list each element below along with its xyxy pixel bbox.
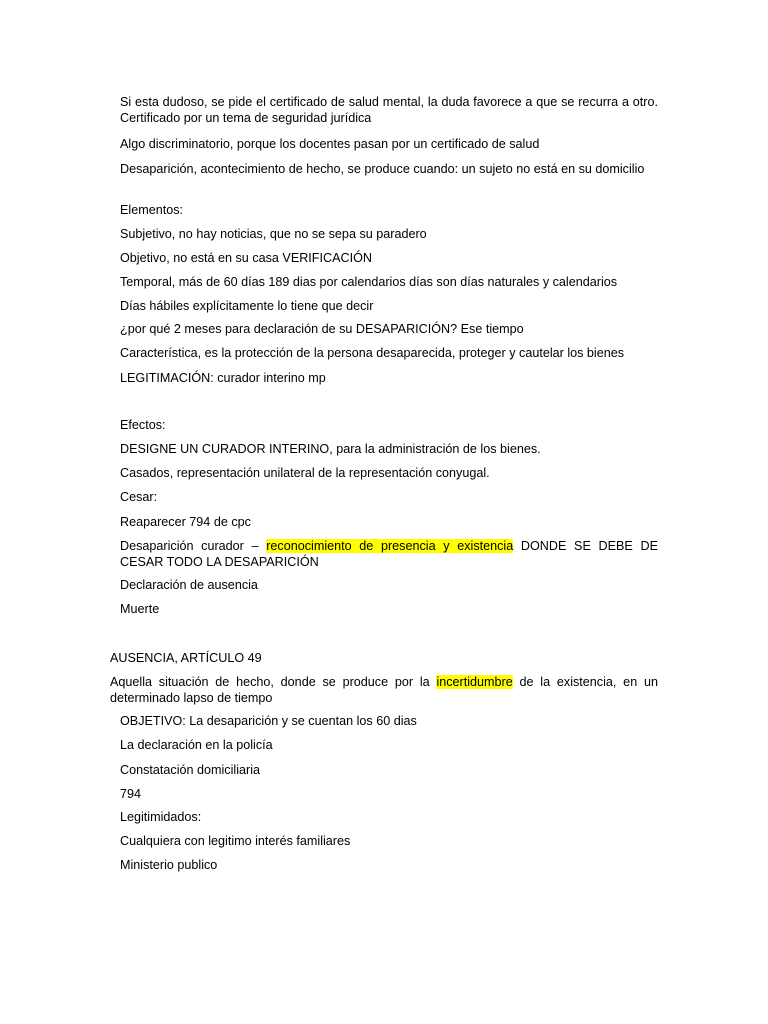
paragraph-ausencia-definicion (110, 674, 658, 706)
text-segment: Desaparición curador – (120, 539, 267, 553)
text-segment: Aquella situación de hecho, donde se produce por la (110, 675, 437, 689)
paragraph-por-que-2-meses: ¿por qué 2 meses para declaración de su DESAPARICIÓN? Ese tiempo (120, 322, 524, 336)
paragraph-elementos: Elementos: (120, 203, 183, 217)
paragraph-794: 794 (120, 787, 142, 801)
highlighted-text: incertidumbre (436, 675, 513, 689)
paragraph-objetivo: Objetivo, no está en su casa VERIFICACIÓN (120, 251, 372, 265)
paragraph-constatacion: Constatación domiciliaria (120, 763, 260, 777)
text-segment: DONDE SE DEBE DE CESAR TODO LA DESAPARICIÓN (120, 539, 658, 569)
paragraph-muerte: Muerte (120, 602, 160, 616)
paragraph-legitimidados: Legitimidados: (120, 810, 202, 824)
paragraph-reaparecer: Reaparecer 794 de cpc (120, 515, 251, 529)
paragraph-cualquiera: Cualquiera con legitimo interés familiares (120, 834, 351, 848)
paragraph-declaracion-policia: La declaración en la policía (120, 738, 273, 752)
paragraph-certificado-salud-mental: Si esta dudoso, se pide el certificado de salud mental, la duda favorece a que se recurra a otro. Certificado por un tema de seguridad jurídica (120, 95, 658, 125)
highlighted-text: reconocimiento de presencia y existencia (266, 539, 514, 553)
paragraph-desaparicion-curador (120, 538, 658, 570)
paragraph-designe-curador: DESIGNE UN CURADOR INTERINO, para la administración de los bienes. (120, 442, 541, 456)
section-heading-ausencia: AUSENCIA, ARTÍCULO 49 (110, 651, 262, 665)
paragraph-declaracion-ausencia: Declaración de ausencia (120, 578, 258, 592)
paragraph-legitimacion: LEGITIMACIÓN: curador interino mp (120, 371, 326, 385)
paragraph-temporal: Temporal, más de 60 días 189 dias por calendarios días son días naturales y calendarios (120, 275, 618, 289)
paragraph-efectos: Efectos: (120, 418, 166, 432)
paragraph-objetivo-ausencia: OBJETIVO: La desaparición y se cuentan los 60 dias (120, 714, 417, 728)
paragraph-desaparicion-definicion: Desaparición, acontecimiento de hecho, se produce cuando: un sujeto no está en su domicilio (120, 162, 645, 176)
paragraph-ministerio-publico: Ministerio publico (120, 858, 218, 872)
paragraph-subjetivo: Subjetivo, no hay noticias, que no se sepa su paradero (120, 227, 427, 241)
paragraph-cesar: Cesar: (120, 490, 158, 504)
text-segment: de la existencia, en un determinado lapso de tiempo (110, 675, 658, 705)
paragraph-casados: Casados, representación unilateral de la representación conyugal. (120, 466, 490, 480)
paragraph-dias-habiles: Días hábiles explícitamente lo tiene que decir (120, 299, 374, 313)
paragraph-discriminatorio: Algo discriminatorio, porque los docentes pasan por un certificado de salud (120, 137, 540, 151)
paragraph-caracteristica: Característica, es la protección de la persona desaparecida, proteger y cautelar los bienes (120, 346, 625, 360)
